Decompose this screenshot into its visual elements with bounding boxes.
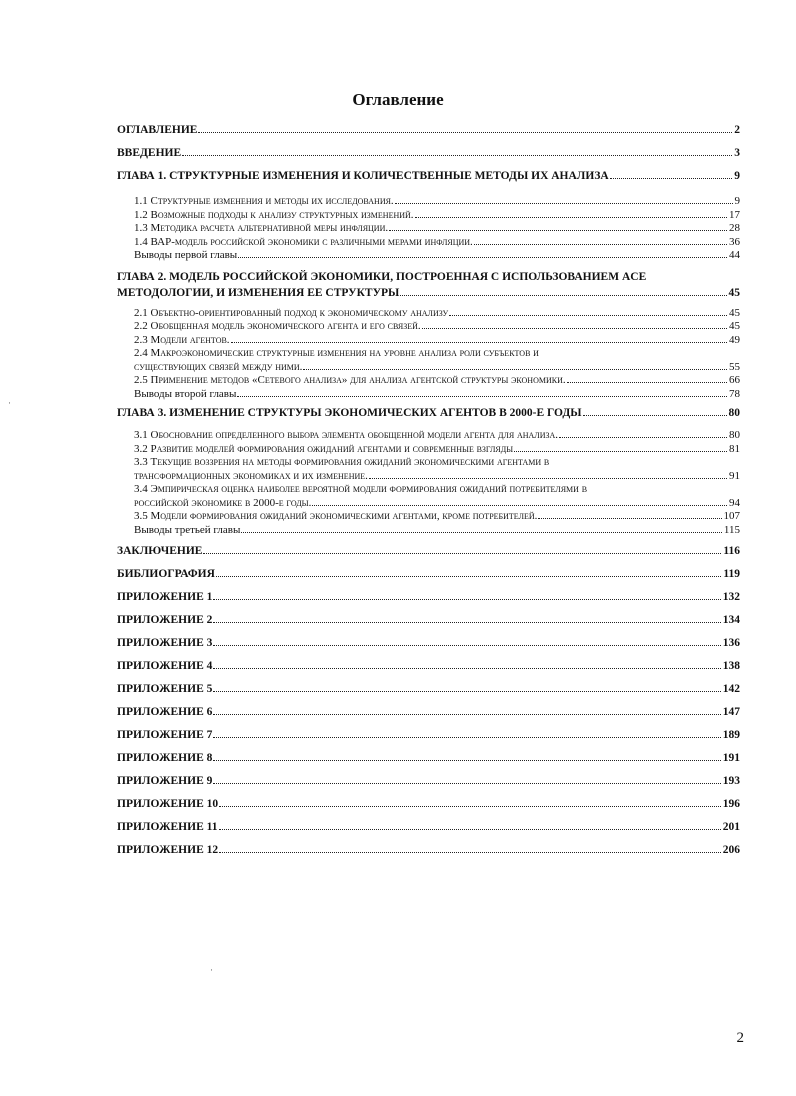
toc-entry-page: 107 [723,510,740,522]
toc-entry-label: ПРИЛОЖЕНИЕ 10 [117,798,219,810]
toc-section[interactable] [117,510,740,524]
toc-entry-label-line1: 2.4 Макроэкономические структурные изменения на уровне анализа роли субъектов и [134,347,539,359]
dot-leader [395,203,733,204]
toc-entry-page: 201 [722,821,740,833]
toc-section[interactable] [117,249,740,263]
toc-entry[interactable] [117,637,740,660]
toc-entry-page: 116 [723,545,740,557]
dot-leader [415,217,727,218]
toc-entry[interactable] [117,729,740,752]
toc-entry-label: 2.2 Обобщенная модель экономического агента и его связей. [134,320,421,332]
toc-entry-label: ВВЕДЕНИЕ [117,147,182,159]
toc-entry[interactable] [117,775,740,798]
toc-section[interactable] [117,443,740,457]
toc-entry-page: 189 [722,729,740,741]
dot-leader [559,437,727,438]
toc-entry-page: 9 [734,195,740,207]
toc-section[interactable] [117,374,740,388]
toc-entry-label: ПРИЛОЖЕНИЕ 11 [117,821,218,833]
toc-entry-page: 191 [722,752,740,764]
toc-entry-label-line1: 3.3 Текущие воззрения на методы формирования ожиданий экономическими агентами в [134,456,550,468]
toc-entry-label: 2.5 Применение методов «Сетевого анализа» для анализа агентской структуры экономики. [134,374,566,386]
toc-entry[interactable] [117,545,740,568]
toc-chapter-2[interactable] [117,269,740,301]
toc-section[interactable] [117,320,740,334]
toc-entry-label: 1.4 ВАР-модель российской экономики с различными мерами инфляции. [134,235,473,248]
dot-leader [203,553,721,554]
dot-leader [389,230,727,231]
toc-section[interactable] [117,236,740,250]
dot-leader [312,505,727,506]
toc-entry-page: 119 [723,568,740,580]
toc-entry-page: 196 [722,798,740,810]
toc-entry-label: ПРИЛОЖЕНИЕ 2 [117,614,213,626]
toc-entry-page: 115 [723,523,740,536]
toc-entry-page: 17 [729,208,740,221]
toc-section[interactable] [117,347,740,374]
toc-entry-page: 78 [729,387,740,400]
toc-chapter-1[interactable] [117,170,740,195]
dot-leader [449,315,727,316]
toc-section[interactable] [117,456,740,483]
toc-entry-page: 44 [729,249,740,261]
toc-entry-page: 80 [728,407,740,419]
toc-entry-label: БИБЛИОГРАФИЯ [117,568,215,580]
dot-leader [213,737,720,738]
toc-entry-label: ПРИЛОЖЕНИЕ 12 [117,844,219,856]
toc-entry-label: 1.2 Возможные подходы к анализу структурных изменений. [134,208,414,221]
toc-entry-label-line2: существующих связей между ними. [134,360,303,373]
toc-section[interactable] [117,429,740,443]
toc-section[interactable] [117,483,740,510]
toc-section[interactable] [117,195,740,209]
dot-leader [213,714,720,715]
toc-entry-page: 49 [729,333,740,346]
toc-entry-label: ГЛАВА 1. СТРУКТУРНЫЕ ИЗМЕНЕНИЯ И КОЛИЧЕСТВЕННЫЕ МЕТОДЫ ИХ АНАЛИЗА [117,170,609,182]
toc-entry-label-line2: трансформационных экономиках и их изменение. [134,469,368,482]
dot-leader [213,668,720,669]
dot-leader [474,244,727,245]
dot-leader [213,760,720,761]
toc-entry-page: 80 [729,429,740,441]
toc-chapter-3[interactable] [117,407,740,429]
toc-entry-page: 45 [728,286,740,299]
dot-leader [583,415,727,416]
dot-leader [216,576,721,577]
toc-entry-page: 9 [734,170,740,182]
dot-leader [369,478,727,479]
toc-entry-label: 3.1 Обоснование определенного выбора элемента обобщенной модели агента для анализа. [134,429,559,441]
toc-entry-label: 3.2 Развитие моделей формирования ожиданий агентами и современные взгляды [134,442,514,455]
dot-leader [538,518,721,519]
toc-entry[interactable] [117,614,740,637]
dot-leader [219,806,721,807]
toc-entry-page: 81 [729,442,740,455]
toc-entry-page: 91 [729,469,740,482]
toc-entry[interactable] [117,591,740,614]
toc-entry-page: 36 [729,235,740,248]
dot-leader [213,599,720,600]
toc-entry-page: 45 [729,320,740,332]
dot-leader [219,852,721,853]
toc-entry-label: ПРИЛОЖЕНИЕ 9 [117,775,213,787]
toc-entry-page: 55 [729,360,740,373]
toc-entry[interactable] [117,752,740,775]
dot-leader [231,342,727,343]
dot-leader [422,328,727,329]
toc-entry-page: 193 [722,775,740,787]
dot-leader [567,382,727,383]
dot-leader [610,178,733,179]
toc-section[interactable] [117,334,740,348]
toc-entry-label-line2: МЕТОДОЛОГИИ, И ИЗМЕНЕНИЯ ЕЕ СТРУКТУРЫ [117,286,400,299]
dot-leader [400,295,726,296]
page-title: Оглавление [352,90,444,109]
toc-entry-label: 1.1 Структурные изменения и методы их исследования. [134,195,394,207]
toc-entry-label: Выводы второй главы [134,387,237,400]
toc-entry-label: ПРИЛОЖЕНИЕ 7 [117,729,213,741]
toc-entry-page: 2 [734,124,740,136]
toc-entry[interactable] [117,844,740,867]
toc-section[interactable] [117,222,740,236]
toc-entry-page: 45 [729,306,740,319]
toc-entry[interactable] [117,821,740,844]
page-number: 2 [736,1030,744,1046]
toc-entry-label: ОГЛАВЛЕНИЕ [117,124,198,136]
toc-entry-label: ПРИЛОЖЕНИЕ 8 [117,752,213,764]
toc-entry-label-line1: 3.4 Эмпирическая оценка наиболее вероятной модели формирования ожиданий потребителями в [134,483,588,495]
toc-entry[interactable] [117,683,740,706]
toc-entry[interactable] [117,798,740,821]
scan-speck: · [8,398,11,408]
toc-entry-label-line1: ГЛАВА 2. МОДЕЛЬ РОССИЙСКОЙ ЭКОНОМИКИ, ПОСТРОЕННАЯ С ИСПОЛЬЗОВАНИЕМ ACE [117,270,647,283]
toc-entry-label: 1.3 Методика расчета альтернативной меры инфляции. [134,222,389,234]
dot-leader [213,622,720,623]
toc-section[interactable] [117,209,740,223]
toc-entry-page: 147 [722,706,740,718]
toc-entry[interactable] [117,147,740,170]
dot-leader [182,155,732,156]
dot-leader [237,396,727,397]
toc-entry-page: 66 [729,374,740,386]
toc-entry-page: 94 [729,496,740,509]
dot-leader [219,829,721,830]
toc-entry-label: ПРИЛОЖЕНИЕ 1 [117,591,213,603]
dot-leader [198,132,732,133]
toc-entry-label: 3.5 Модели формирования ожиданий экономическими агентами, кроме потребителей. [134,510,538,522]
toc-entry-page: 206 [722,844,740,856]
dot-leader [514,451,727,452]
toc-entry-label-line2: российской экономике в 2000-е годы. [134,496,312,509]
toc-section[interactable] [117,524,740,538]
toc-entry[interactable] [117,706,740,729]
toc-entry-page: 136 [722,637,740,649]
toc-entry-page: 134 [722,614,740,626]
dot-leader [213,783,720,784]
toc-entry-page: 28 [729,222,740,234]
toc-entry[interactable] [117,568,740,591]
toc-entry-label: ПРИЛОЖЕНИЕ 4 [117,660,213,672]
toc-entry-label: 2.3 Модели агентов. [134,333,230,346]
toc-entry-page: 142 [722,683,740,695]
toc-entry-page: 132 [722,591,740,603]
toc-section[interactable] [117,307,740,321]
scan-speck: · [210,965,213,975]
toc-entry-label: ПРИЛОЖЕНИЕ 6 [117,706,213,718]
toc-entry-page: 3 [734,147,740,159]
dot-leader [303,369,727,370]
toc-section[interactable] [117,388,740,402]
toc-entry[interactable] [117,660,740,683]
dot-leader [213,691,720,692]
toc-entry-page: 138 [722,660,740,672]
toc-entry-label: 2.1 Объектно-ориентированный подход к экономическому анализу [134,306,449,319]
toc-entry-label: ПРИЛОЖЕНИЕ 5 [117,683,213,695]
dot-leader [213,645,720,646]
toc-entry-label: ЗАКЛЮЧЕНИЕ [117,545,203,557]
toc-entry[interactable] [117,124,740,147]
table-of-contents [117,124,740,867]
toc-entry-label: Выводы первой главы [134,249,238,261]
toc-entry-label: ГЛАВА 3. ИЗМЕНЕНИЕ СТРУКТУРЫ ЭКОНОМИЧЕСКИХ АГЕНТОВ В 2000-Е ГОДЫ [117,407,582,419]
dot-leader [238,257,727,258]
toc-entry-label: Выводы третьей главы [134,523,241,536]
dot-leader [241,532,722,533]
toc-entry-label: ПРИЛОЖЕНИЕ 3 [117,637,213,649]
